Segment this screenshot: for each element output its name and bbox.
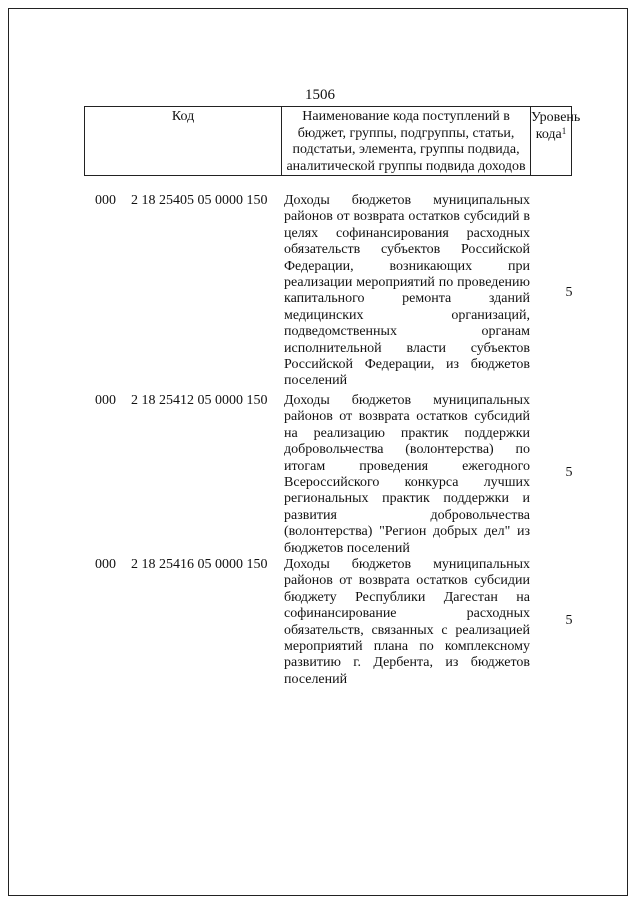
- header-code: Код: [85, 107, 282, 175]
- income-code: 2 18 25405 05 0000 150: [131, 193, 268, 208]
- admin-code: 000: [95, 393, 116, 408]
- header-level-label: Уровень кода: [531, 110, 581, 142]
- header-name: Наименование кода поступлений в бюджет, группы, подгруппы, статьи, подстатьи, элемента, группы подвида, аналитической группы подвида доходов: [282, 107, 531, 175]
- admin-code: 000: [95, 193, 116, 208]
- table-header: [84, 106, 581, 176]
- income-name: Доходы бюджетов муниципальных районов от возврата остатков субсидий на реализацию практик поддержки добровольчества (волонтерства) по итогам проведения ежегодного Всероссийского конкурса лучших региональных практик поддержки и развития добровольчества (волонтерства) "Регион добрых дел" из бюджетов поселений: [284, 393, 530, 556]
- code-level: 5: [565, 613, 573, 628]
- code-level: 5: [565, 285, 573, 300]
- header-level-footnote: 1: [561, 126, 567, 136]
- income-code: 2 18 25412 05 0000 150: [131, 393, 268, 408]
- code-level: 5: [565, 465, 573, 480]
- income-code: 2 18 25416 05 0000 150: [131, 557, 268, 572]
- admin-code: 000: [95, 557, 116, 572]
- page-number: 1506: [305, 87, 335, 103]
- income-name: Доходы бюджетов муниципальных районов от возврата остатков субсидии бюджету Республики Дагестан на софинансирование расходных обязательств, связанных с реализацией мероприятий плана по комплексному развитию г. Дербента, из бюджетов поселений: [284, 557, 530, 687]
- header-level: [531, 107, 581, 175]
- income-name: Доходы бюджетов муниципальных районов от возврата остатков субсидий в целях софинансирования расходных обязательств субъектов Российской Федерации, возникающих при реализации мероприятий по проведению капитального ремонта зданий медицинских организаций, подведомственных органам исполнительной власти субъектов Российской Федерации, из бюджетов поселений: [284, 193, 530, 389]
